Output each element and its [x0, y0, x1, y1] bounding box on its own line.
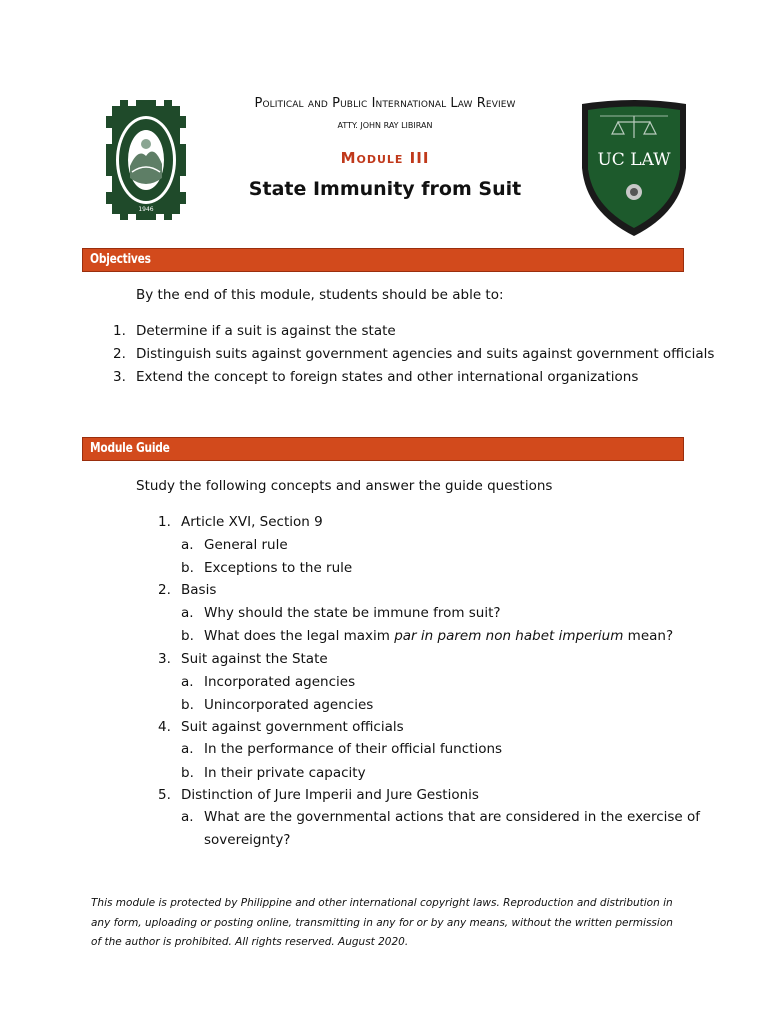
- module-guide-heading: Module Guide: [90, 441, 170, 456]
- objectives-section-bar: [82, 248, 684, 272]
- guide-subtopic-letter: a.: [181, 674, 194, 690]
- list-item-number: 3.: [113, 369, 126, 385]
- list-item-text: Extend the concept to foreign states and other international organizations: [136, 369, 639, 385]
- guide-topic-text: Suit against government officials: [181, 719, 404, 735]
- guide-subtopic-text: In their private capacity: [204, 765, 366, 781]
- module-topic: State Immunity from Suit: [248, 178, 522, 200]
- list-item-text: Distinguish suits against government agencies and suits against government officials: [136, 346, 715, 362]
- guide-topic-number: 5.: [158, 787, 171, 803]
- objectives-heading: Objectives: [90, 252, 151, 267]
- guide-topic-text: Distinction of Jure Imperii and Jure Gestionis: [181, 787, 479, 803]
- uc-law-shield-logo: [578, 98, 690, 238]
- list-item-number: 2.: [113, 346, 126, 362]
- guide-subtopic-text: Unincorporated agencies: [204, 697, 374, 713]
- guide-subtopic-letter: a.: [181, 605, 194, 621]
- guide-subtopic-letter: b.: [181, 765, 194, 781]
- list-item-number: 1.: [113, 323, 126, 339]
- list-item-text: Determine if a suit is against the state: [136, 323, 396, 339]
- guide-subtopic-letter: a.: [181, 741, 194, 757]
- university-seal-logo: [106, 98, 186, 222]
- guide-subtopic-letter: a.: [181, 809, 194, 825]
- guide-subtopic-letter: b.: [181, 560, 194, 576]
- guide-topic-number: 1.: [158, 514, 171, 530]
- guide-topic-number: 3.: [158, 651, 171, 667]
- guide-topic-number: 2.: [158, 582, 171, 598]
- module-number: Module III: [340, 149, 430, 167]
- guide-subtopic-letter: a.: [181, 537, 194, 553]
- objectives-intro: By the end of this module, students should be able to:: [136, 287, 504, 303]
- guide-subtopic-text: sovereignty?: [204, 832, 291, 848]
- guide-subtopic-text: Exceptions to the rule: [204, 560, 353, 576]
- course-title: Political and Public International Law Review: [254, 96, 516, 111]
- module-guide-intro: Study the following concepts and answer the guide questions: [136, 478, 553, 494]
- guide-subtopic-text: Why should the state be immune from suit?: [204, 605, 501, 621]
- maxim-question-suffix: mean?: [623, 628, 674, 644]
- guide-topic-text: Basis: [181, 582, 217, 598]
- guide-subtopic-text: In the performance of their official functions: [204, 741, 503, 757]
- guide-subtopic-text: [204, 628, 673, 644]
- module-guide-section-bar: [82, 437, 684, 461]
- guide-subtopic-letter: b.: [181, 697, 194, 713]
- copyright-notice: This module is protected by Philippine and other international copyright laws. Reproduction and distribution in any form, uploading or posting online, transmitting in any for or by any means, without the written permission of the author is prohibited. All rights reserved. August 2020.: [91, 897, 673, 948]
- guide-subtopic-text: General rule: [204, 537, 288, 553]
- author-name: ATTY. JOHN RAY LIBIRAN: [337, 121, 433, 130]
- guide-subtopic-letter: b.: [181, 628, 194, 644]
- guide-topic-text: Article XVI, Section 9: [181, 514, 323, 530]
- guide-subtopic-text: What are the governmental actions that are considered in the exercise of: [204, 809, 701, 825]
- maxim-question-prefix: What does the legal maxim: [204, 628, 395, 644]
- uc-law-text: UC LAW: [597, 150, 671, 170]
- guide-topic-text: Suit against the State: [181, 651, 328, 667]
- guide-topic-number: 4.: [158, 719, 171, 735]
- seal-year: 1946: [138, 206, 154, 213]
- guide-subtopic-text: Incorporated agencies: [204, 674, 356, 690]
- latin-maxim: par in parem non habet imperium: [394, 628, 624, 644]
